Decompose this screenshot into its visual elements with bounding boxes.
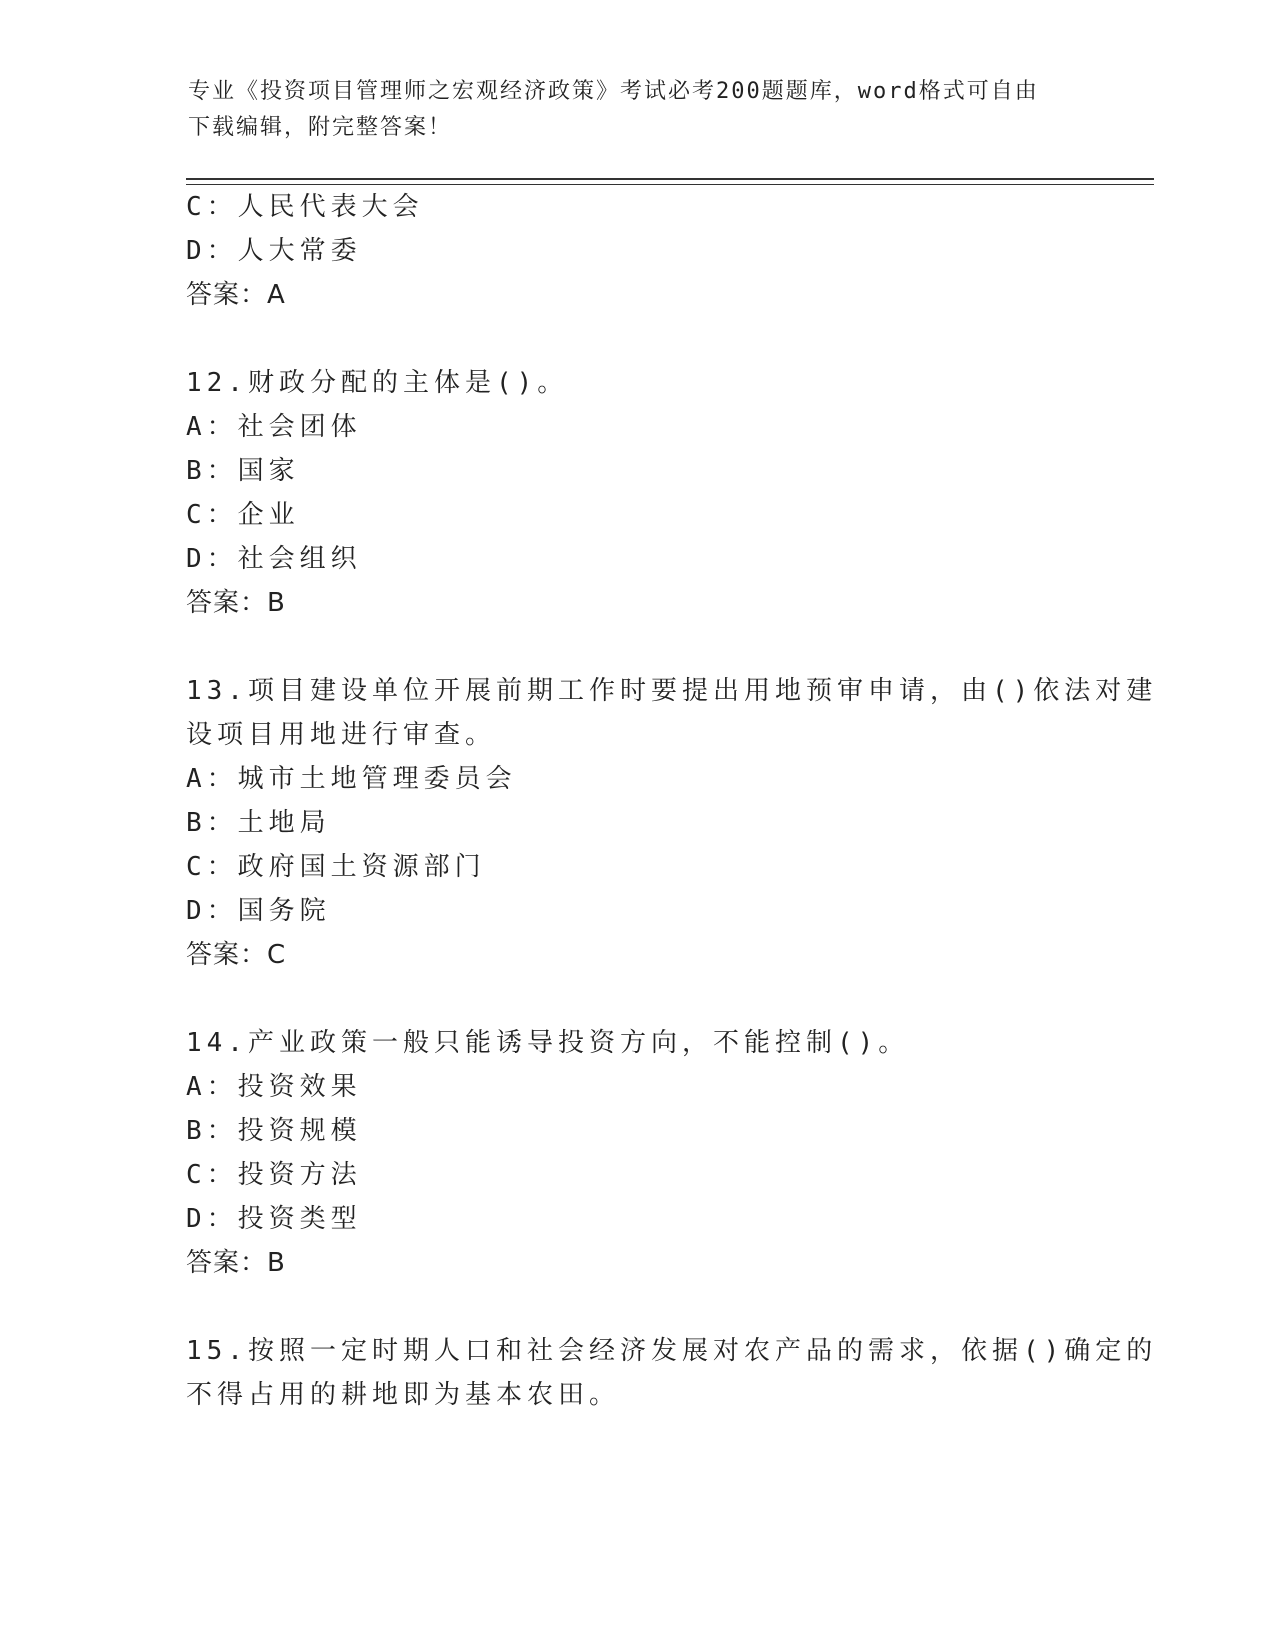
q14-option-b: B：投资规模 <box>186 1116 362 1146</box>
q14-option-a: A：投资效果 <box>186 1072 362 1102</box>
q13-stem-line-1: 13.项目建设单位开展前期工作时要提出用地预审申请，由()依法对建 <box>186 676 1158 706</box>
q12-option-a: A：社会团体 <box>186 412 362 442</box>
q13-option-a: A：城市土地管理委员会 <box>186 764 517 794</box>
q12-option-b: B：国家 <box>186 456 300 486</box>
q12-answer: 答案：B <box>186 588 286 618</box>
q11-option-c: C：人民代表大会 <box>186 192 424 222</box>
q14-option-d: D：投资类型 <box>186 1204 362 1234</box>
q14-stem: 14.产业政策一般只能诱导投资方向，不能控制()。 <box>186 1028 910 1058</box>
q11-answer: 答案：A <box>186 280 286 310</box>
q14-option-c: C：投资方法 <box>186 1160 362 1190</box>
q15-stem-line-1: 15.按照一定时期人口和社会经济发展对农产品的需求，依据()确定的 <box>186 1336 1158 1366</box>
q11-option-d: D：人大常委 <box>186 236 362 266</box>
q13-stem-line-2: 设项目用地进行审查。 <box>186 720 497 750</box>
q14-answer: 答案：B <box>186 1248 286 1278</box>
q12-option-c: C：企业 <box>186 500 300 530</box>
q13-option-b: B：土地局 <box>186 808 331 838</box>
q15-stem-line-2: 不得占用的耕地即为基本农田。 <box>186 1380 621 1410</box>
header-line-2: 下载编辑，附完整答案！ <box>188 115 453 140</box>
header-divider-thin <box>186 184 1154 185</box>
q13-answer: 答案：C <box>186 940 287 970</box>
q13-option-d: D：国务院 <box>186 896 331 926</box>
header-divider-thick <box>186 178 1154 180</box>
document-header <box>188 74 1088 146</box>
q12-option-d: D：社会组织 <box>186 544 362 574</box>
q13-option-c: C：政府国土资源部门 <box>186 852 486 882</box>
header-line-1: 专业《投资项目管理师之宏观经济政策》考试必考200题题库，word格式可自由 <box>188 79 1039 104</box>
q12-stem: 12.财政分配的主体是()。 <box>186 368 569 398</box>
